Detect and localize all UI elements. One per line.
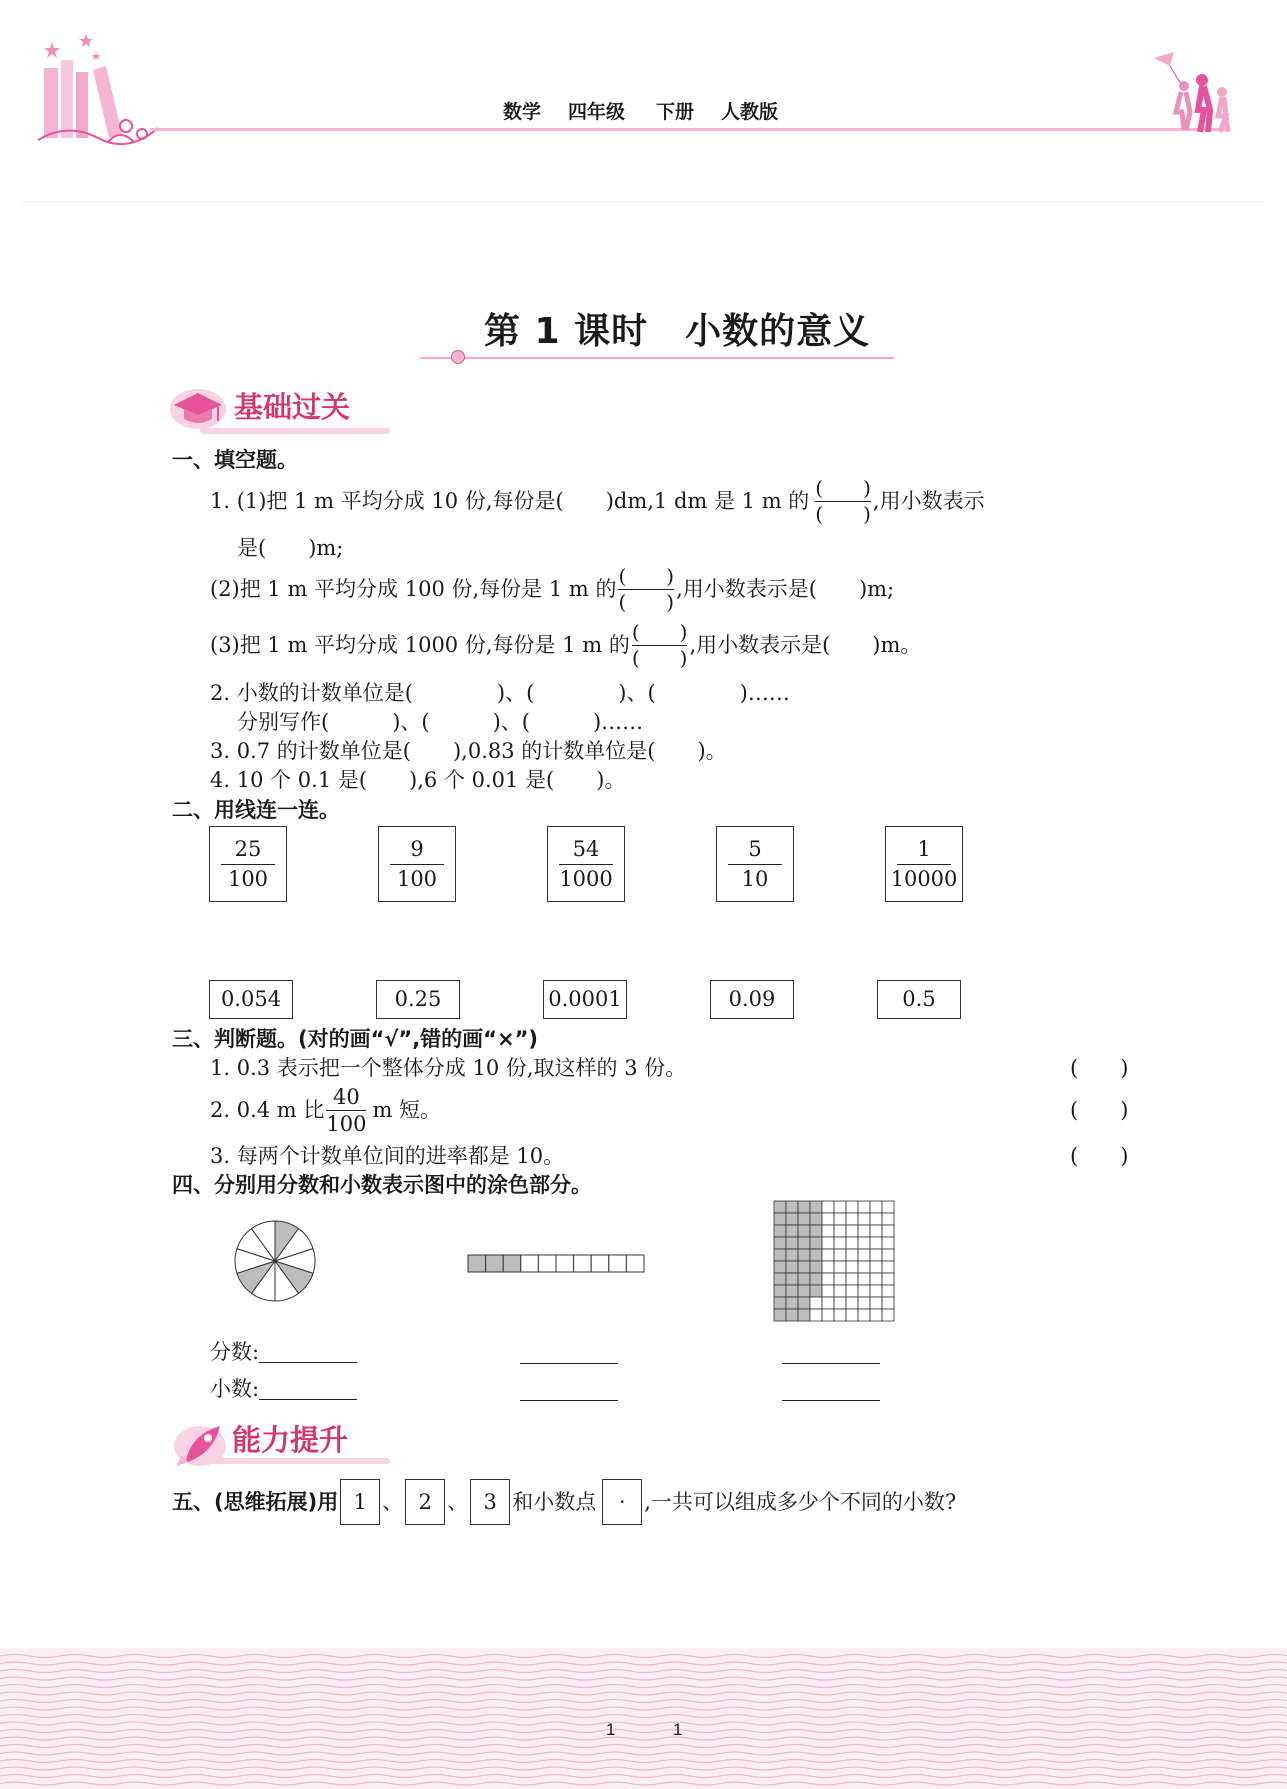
digit-card-2[interactable]: 2 xyxy=(405,1479,445,1525)
q3-item2-text-b: m 短。 xyxy=(372,1098,442,1123)
grid-cell xyxy=(858,1213,870,1225)
fraction-numerator-blank: ( ) xyxy=(618,564,675,588)
q4-fraction-row xyxy=(210,1342,357,1363)
q5-question xyxy=(172,1476,956,1528)
fraction-card[interactable] xyxy=(378,826,456,902)
q1-item3-fraction-blank[interactable] xyxy=(632,622,688,669)
grid-cell-shaded xyxy=(810,1213,822,1225)
fraction-denominator: 100 xyxy=(227,866,269,891)
grid-cell-shaded xyxy=(786,1225,798,1237)
grid-cell-shaded xyxy=(786,1273,798,1285)
fraction-numerator: 54 xyxy=(572,837,600,862)
grid-cell-shaded xyxy=(774,1213,786,1225)
section-basic-title: 基础过关 xyxy=(234,390,351,424)
grid-cell xyxy=(846,1225,858,1237)
grid-cell-shaded xyxy=(810,1201,822,1213)
q1-item1-line2: 是( )m; xyxy=(237,536,344,560)
grid-cell-shaded xyxy=(786,1237,798,1249)
fraction-denominator: 10000 xyxy=(890,866,958,891)
section-advanced-title: 能力提升 xyxy=(232,1423,349,1457)
grid-cell xyxy=(858,1309,870,1321)
fraction-answer-blank-2[interactable] xyxy=(520,1343,618,1364)
fraction-numerator: 40 xyxy=(333,1085,360,1109)
fraction-denominator: 10 xyxy=(741,866,769,891)
grid-cell-shaded xyxy=(786,1261,798,1273)
grid-cell xyxy=(822,1237,834,1249)
lesson-title: 第 1 课时 小数的意义 xyxy=(484,311,871,352)
page-number-right: 1 xyxy=(673,1720,683,1739)
grid-cell xyxy=(870,1237,882,1249)
bar-cell xyxy=(556,1255,574,1272)
fraction-numerator: 1 xyxy=(917,837,931,862)
bar-cell-shaded xyxy=(503,1255,521,1272)
q3-item3: 3. 每两个计数单位间的进率都是 10。 xyxy=(210,1144,565,1168)
q3-item3-answer[interactable]: ( ) xyxy=(1070,1144,1129,1168)
fraction-denominator: 100 xyxy=(396,866,438,891)
q3-item1: 1. 0.3 表示把一个整体分成 10 份,取这样的 3 份。 xyxy=(210,1056,687,1080)
bar-cell xyxy=(626,1255,644,1272)
grid-cell xyxy=(822,1201,834,1213)
grid-cell-shaded xyxy=(786,1249,798,1261)
bar-cell xyxy=(574,1255,592,1272)
q3-item1-answer[interactable]: ( ) xyxy=(1070,1056,1129,1080)
grid-cell xyxy=(846,1201,858,1213)
graduation-cap-icon xyxy=(168,385,228,433)
q2-heading: 二、用线连一连。 xyxy=(172,798,340,822)
q1-item1-fraction-blank[interactable] xyxy=(815,478,871,525)
decimal-answer-blank-2[interactable] xyxy=(520,1380,618,1401)
grid-cell-shaded xyxy=(798,1225,810,1237)
grid-cell xyxy=(870,1273,882,1285)
bar-cell xyxy=(521,1255,539,1272)
grid-cell xyxy=(822,1261,834,1273)
grid-cell xyxy=(834,1237,846,1249)
grid-cell xyxy=(882,1273,894,1285)
decimal-card[interactable]: 0.09 xyxy=(710,980,794,1019)
grid-cell-shaded xyxy=(774,1201,786,1213)
grid-cell xyxy=(882,1213,894,1225)
header-volume: 下册 xyxy=(656,101,695,123)
header-grade: 四年级 xyxy=(568,101,626,123)
grid-cell xyxy=(834,1249,846,1261)
grid-cell xyxy=(858,1285,870,1297)
fraction-card[interactable] xyxy=(716,826,794,902)
grid-cell xyxy=(858,1201,870,1213)
digit-card-1[interactable]: 1 xyxy=(340,1479,380,1525)
grid-cell-shaded xyxy=(798,1237,810,1249)
grid-cell-shaded xyxy=(786,1309,798,1321)
header-decoration-left xyxy=(38,30,168,155)
bar-cell xyxy=(591,1255,609,1272)
decimal-point-card[interactable]: · xyxy=(602,1479,642,1525)
grid-cell xyxy=(882,1285,894,1297)
fraction-denominator-blank: ( ) xyxy=(815,502,871,526)
grid-cell xyxy=(822,1249,834,1261)
grid-cell-shaded xyxy=(774,1309,786,1321)
q1-item2-fraction-blank[interactable] xyxy=(618,566,674,613)
grid-cell-shaded xyxy=(810,1249,822,1261)
header-line xyxy=(150,128,1228,131)
grid-cell-shaded xyxy=(786,1297,798,1309)
grid-cell xyxy=(870,1261,882,1273)
q1-item7: 4. 10 个 0.1 是( ),6 个 0.01 是( )。 xyxy=(210,768,626,792)
grid-cell xyxy=(870,1309,882,1321)
grid-cell-shaded xyxy=(786,1201,798,1213)
decimal-answer-blank-1[interactable] xyxy=(259,1379,357,1400)
fraction-card[interactable] xyxy=(209,826,287,902)
section-banner-underline xyxy=(200,428,390,434)
header-edition: 人教版 xyxy=(721,101,779,123)
bar-cell-shaded xyxy=(468,1255,486,1272)
grid-cell-shaded xyxy=(774,1297,786,1309)
grid-cell-shaded xyxy=(774,1237,786,1249)
q1-item3 xyxy=(210,622,921,669)
grid-cell xyxy=(846,1213,858,1225)
grid-cell xyxy=(882,1237,894,1249)
bar-cell xyxy=(538,1255,556,1272)
q5-lead: 五、(思维拓展)用 xyxy=(172,1489,339,1514)
grid-cell-shaded xyxy=(786,1213,798,1225)
grid-cell-shaded xyxy=(810,1285,822,1297)
grid-cell xyxy=(858,1273,870,1285)
decimal-answer-blank-3[interactable] xyxy=(782,1380,880,1401)
grid-cell-shaded xyxy=(774,1261,786,1273)
grid-cell xyxy=(834,1285,846,1297)
decimal-card[interactable]: 0.054 xyxy=(209,980,293,1019)
grid-cell xyxy=(822,1297,834,1309)
fraction-denominator: 1000 xyxy=(559,866,613,891)
q4-decimal-row xyxy=(210,1379,357,1400)
fraction-answer-blank-1[interactable] xyxy=(259,1342,357,1363)
q1-heading: 一、填空题。 xyxy=(172,448,298,472)
grid-cell xyxy=(858,1225,870,1237)
q3-item2-answer[interactable]: ( ) xyxy=(1070,1098,1129,1122)
digit-card-3[interactable]: 3 xyxy=(470,1479,510,1525)
q1-item4: 2. 小数的计数单位是( )、( )、( )…… xyxy=(210,681,790,705)
decimal-card[interactable]: 0.5 xyxy=(877,980,961,1019)
q1-item1-text-a: 1. (1)把 1 m 平均分成 10 份,每份是( )dm,1 dm 是 1 m 的 xyxy=(210,489,810,513)
q1-item1-text-b: ,用小数表示 xyxy=(872,489,985,513)
q3-heading: 三、判断题。(对的画“√”,错的画“×”) xyxy=(172,1027,538,1051)
grid-cell-shaded xyxy=(810,1261,822,1273)
header-children-kite-icon xyxy=(1148,50,1238,135)
grid-cell xyxy=(834,1261,846,1273)
grid-cell xyxy=(882,1201,894,1213)
grid-cell xyxy=(870,1285,882,1297)
q1-item6: 3. 0.7 的计数单位是( ),0.83 的计数单位是( )。 xyxy=(210,739,727,763)
fraction-numerator-blank: ( ) xyxy=(815,476,871,500)
header-bottom-line xyxy=(22,201,1265,202)
grid-cell-shaded xyxy=(798,1297,810,1309)
grid-cell xyxy=(846,1285,858,1297)
grid-cell-shaded xyxy=(798,1285,810,1297)
grid-cell xyxy=(882,1225,894,1237)
bar-cell-shaded xyxy=(486,1255,504,1272)
grid-cell xyxy=(882,1261,894,1273)
grid-cell xyxy=(822,1273,834,1285)
fraction-answer-blank-3[interactable] xyxy=(782,1343,880,1364)
shaded-grid-diagram xyxy=(773,1200,895,1322)
grid-cell xyxy=(834,1273,846,1285)
grid-cell-shaded xyxy=(786,1285,798,1297)
grid-cell xyxy=(846,1249,858,1261)
fraction-denominator-blank: ( ) xyxy=(618,590,675,614)
grid-cell xyxy=(846,1297,858,1309)
q5-tail: ,一共可以组成多少个不同的小数? xyxy=(644,1489,957,1514)
grid-cell xyxy=(870,1225,882,1237)
grid-cell xyxy=(834,1297,846,1309)
shaded-circle-diagram xyxy=(232,1218,318,1304)
title-underline xyxy=(420,357,894,359)
grid-cell-shaded xyxy=(774,1273,786,1285)
q1-item5: 分别写作( )、( )、( )…… xyxy=(237,710,644,734)
grid-cell-shaded xyxy=(798,1201,810,1213)
grid-cell xyxy=(858,1249,870,1261)
title-underline-dot xyxy=(451,350,465,364)
grid-cell-shaded xyxy=(798,1213,810,1225)
grid-cell xyxy=(846,1273,858,1285)
q1-item2-text-a: (2)把 1 m 平均分成 100 份,每份是 1 m 的 xyxy=(210,577,617,601)
fraction-label: 分数: xyxy=(210,1340,260,1364)
grid-cell xyxy=(822,1213,834,1225)
q1-item3-text-a: (3)把 1 m 平均分成 1000 份,每份是 1 m 的 xyxy=(210,633,630,657)
grid-cell xyxy=(846,1309,858,1321)
grid-cell xyxy=(834,1225,846,1237)
grid-cell-shaded xyxy=(798,1273,810,1285)
grid-cell-shaded xyxy=(798,1261,810,1273)
grid-cell xyxy=(858,1297,870,1309)
header-subject: 数学 xyxy=(503,101,542,123)
grid-cell xyxy=(870,1213,882,1225)
fraction-card[interactable] xyxy=(547,826,625,902)
q1-item2 xyxy=(210,566,894,613)
q1-item3-text-b: ,用小数表示是( )m。 xyxy=(689,633,922,657)
grid-cell xyxy=(810,1309,822,1321)
grid-cell xyxy=(846,1237,858,1249)
q3-item2-text-a: 2. 0.4 m 比 xyxy=(210,1098,325,1123)
grid-cell-shaded xyxy=(810,1273,822,1285)
fraction-denominator-blank: ( ) xyxy=(631,646,688,670)
grid-cell-shaded xyxy=(798,1309,810,1321)
fraction-numerator: 5 xyxy=(748,837,762,862)
grid-cell xyxy=(822,1309,834,1321)
grid-cell xyxy=(822,1225,834,1237)
q3-item2 xyxy=(210,1086,441,1135)
grid-cell-shaded xyxy=(774,1249,786,1261)
grid-cell-shaded xyxy=(774,1225,786,1237)
q1-item1-line1 xyxy=(210,478,985,525)
footer-wave-pattern xyxy=(0,1648,1287,1789)
grid-cell xyxy=(846,1261,858,1273)
q4-heading: 四、分别用分数和小数表示图中的涂色部分。 xyxy=(172,1173,592,1197)
page-number-left: 1 xyxy=(606,1720,616,1739)
grid-cell xyxy=(822,1285,834,1297)
grid-cell xyxy=(834,1309,846,1321)
grid-cell xyxy=(834,1213,846,1225)
grid-cell xyxy=(834,1201,846,1213)
fraction-card[interactable] xyxy=(885,826,963,902)
decimal-card[interactable]: 0.25 xyxy=(376,980,460,1019)
grid-cell xyxy=(882,1309,894,1321)
grid-cell xyxy=(870,1249,882,1261)
fraction-numerator-blank: ( ) xyxy=(631,620,688,644)
grid-cell xyxy=(882,1249,894,1261)
shaded-bar-diagram xyxy=(467,1254,647,1274)
grid-cell-shaded xyxy=(774,1285,786,1297)
bar-cell xyxy=(609,1255,627,1272)
q1-item2-text-b: ,用小数表示是( )m; xyxy=(676,577,895,601)
decimal-label: 小数: xyxy=(210,1377,260,1401)
q3-item2-fraction xyxy=(326,1086,366,1135)
fraction-numerator: 9 xyxy=(410,837,424,862)
grid-cell xyxy=(870,1201,882,1213)
fraction-numerator: 25 xyxy=(234,837,262,862)
grid-cell xyxy=(858,1237,870,1249)
grid-cell-shaded xyxy=(798,1249,810,1261)
grid-cell xyxy=(882,1297,894,1309)
grid-cell xyxy=(858,1261,870,1273)
grid-cell-shaded xyxy=(810,1237,822,1249)
grid-cell-shaded xyxy=(810,1225,822,1237)
decimal-card[interactable]: 0.0001 xyxy=(543,980,627,1019)
section-banner-underline xyxy=(196,1458,390,1464)
q5-mid: 和小数点 xyxy=(512,1489,597,1514)
grid-cell xyxy=(870,1297,882,1309)
separator: 、 xyxy=(447,1489,469,1514)
fraction-denominator: 100 xyxy=(326,1112,367,1137)
grid-cell xyxy=(810,1297,822,1309)
separator: 、 xyxy=(382,1489,404,1514)
